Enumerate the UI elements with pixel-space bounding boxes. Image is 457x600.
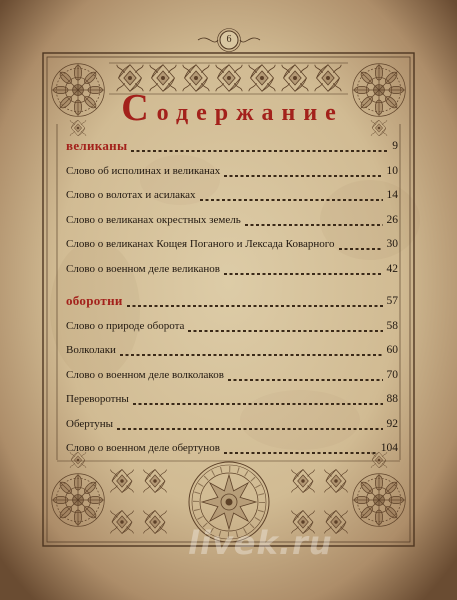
toc-page-number: 57 (386, 295, 398, 308)
page-number: 6 (226, 34, 232, 45)
toc-entry-title: Слово о военном деле обертунов (66, 442, 220, 455)
dot-leader (131, 150, 388, 152)
dot-leader (127, 305, 383, 307)
watermark: livek.ru (188, 524, 333, 562)
toc-entry (66, 159, 398, 184)
toc-entry-title: Волколаки (66, 344, 116, 357)
toc-entry (66, 208, 398, 233)
toc-entry (66, 338, 398, 363)
toc-entry-title: Слово о великанах Кощея Поганого и Лексада Коварного (66, 238, 335, 251)
toc-page-number: 10 (386, 164, 398, 177)
toc-heading-label: оборотни (66, 293, 123, 309)
toc-page-number: 42 (386, 262, 398, 275)
toc-entry (66, 183, 398, 208)
dot-leader (224, 452, 377, 454)
dot-leader (117, 428, 382, 430)
toc-entry (66, 363, 398, 388)
toc-entry-title: Слово об исполинах и великанах (66, 164, 221, 177)
corner-rosette-bottom-left (52, 474, 105, 527)
page-title: Содержание (121, 87, 344, 129)
toc-page-number: 30 (386, 238, 398, 251)
toc-page-number: 88 (386, 393, 398, 406)
corner-rosette-bottom-right (353, 474, 406, 527)
dot-leader (200, 199, 383, 201)
dot-leader (339, 248, 383, 250)
toc-entry (66, 387, 398, 412)
toc-section (66, 289, 398, 461)
toc-page-number: 14 (386, 189, 398, 202)
toc-entry-title: Слово о природе оборота (66, 319, 185, 332)
toc-entry (66, 257, 398, 282)
toc-page-number: 92 (386, 417, 398, 430)
toc-entry (66, 436, 398, 461)
toc-entry-title: Переворотны (66, 393, 129, 406)
toc-entry-title: Слово о военном деле волколаков (66, 368, 224, 381)
dot-leader (224, 175, 382, 177)
toc-heading-label: великаны (66, 138, 128, 154)
toc-entry-title: Слово о волотах и асилаках (66, 189, 196, 202)
dot-leader (120, 354, 383, 356)
toc-entry (66, 232, 398, 257)
dot-leader (245, 224, 383, 226)
toc-page-number: 104 (380, 442, 398, 455)
dot-leader (188, 330, 382, 332)
toc-entry-title: Обертуны (66, 417, 114, 430)
toc-entry-title: Слово о великанах окрестных земель (66, 213, 241, 226)
toc-section (66, 134, 398, 281)
dot-leader (133, 403, 383, 405)
toc-section-heading (66, 289, 398, 314)
toc-page-number: 9 (392, 140, 398, 153)
toc-section-heading (66, 134, 398, 159)
toc-page-number: 70 (386, 368, 398, 381)
toc-entry (66, 412, 398, 437)
toc-page-number: 60 (386, 344, 398, 357)
toc-page-number: 58 (386, 319, 398, 332)
toc-entry-title: Слово о военном деле великанов (66, 262, 220, 275)
toc-page-number: 26 (386, 213, 398, 226)
dot-leader (224, 273, 383, 275)
toc-entry (66, 314, 398, 339)
dot-leader (228, 379, 383, 381)
